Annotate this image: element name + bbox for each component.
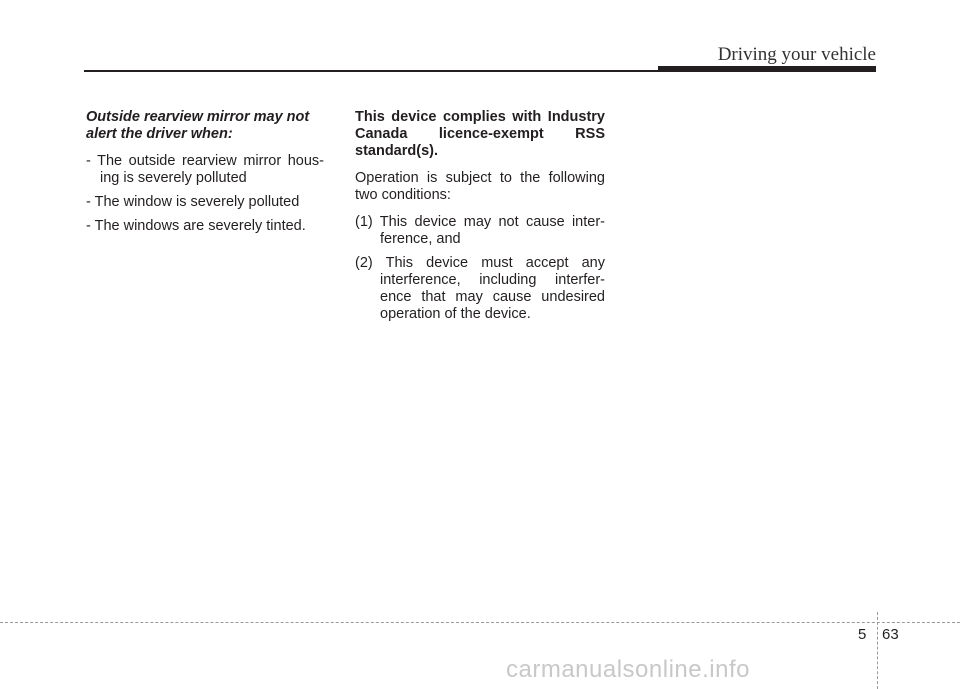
watermark: carmanualsonline.info bbox=[506, 656, 750, 683]
page-number: 63 bbox=[882, 626, 899, 643]
list-item: - The window is severely polluted bbox=[86, 194, 300, 210]
mirror-warning-heading: Outside rearview mirror may not alert the driver when: bbox=[86, 109, 310, 142]
header-rule-thick bbox=[658, 66, 876, 72]
conditions-intro: Operation is subject to the following two conditions: bbox=[355, 170, 605, 203]
compliance-heading: This device complies with Industry Canada licence-exempt RSS standard(s). bbox=[355, 109, 605, 159]
footer-page-divider bbox=[877, 612, 878, 689]
list-item: - The outside rearview mirror hous-ing is severely polluted bbox=[86, 153, 324, 186]
list-item: (2) This device must accept any interference, including interfer-ence that may cause undesired operation of the device. bbox=[355, 255, 605, 322]
header-rule-thin bbox=[84, 70, 658, 72]
list-item: - The windows are severely tinted. bbox=[86, 218, 306, 234]
list-item: (1) This device may not cause inter-ference, and bbox=[355, 214, 605, 247]
chapter-number: 5 bbox=[858, 626, 867, 643]
section-title: Driving your vehicle bbox=[717, 44, 876, 65]
footer-divider bbox=[0, 622, 960, 623]
left-column bbox=[86, 109, 324, 242]
right-column bbox=[355, 109, 605, 330]
